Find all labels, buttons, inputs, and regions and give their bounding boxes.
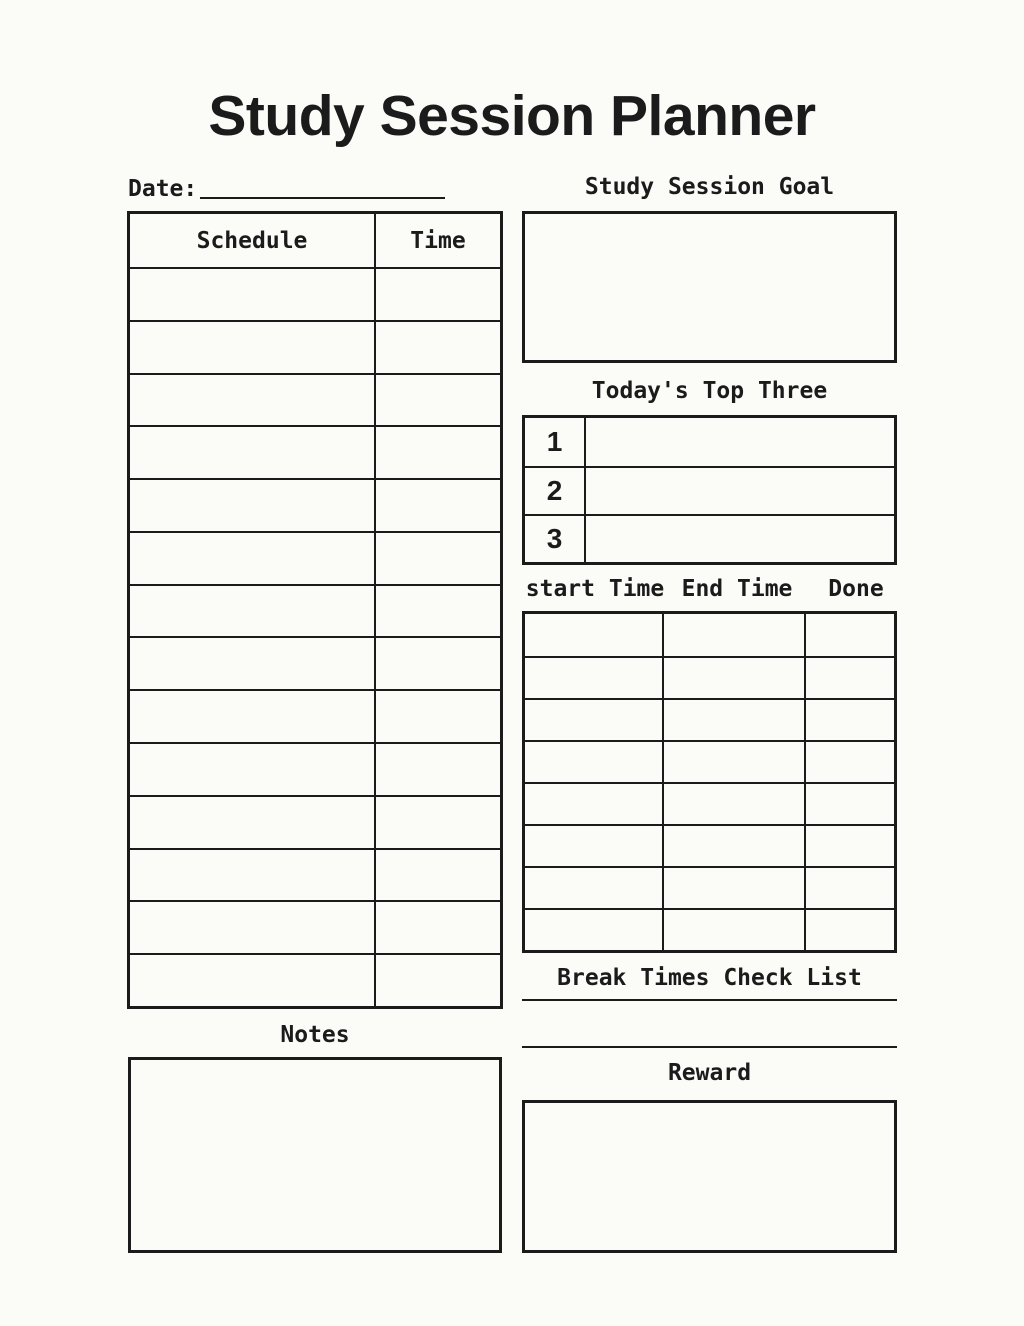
end-time-cell[interactable] [662, 908, 804, 950]
top-three-rank: 3 [525, 514, 584, 562]
study-session-goal-title: Study Session Goal [584, 174, 835, 200]
reward-box[interactable] [522, 1100, 897, 1253]
end-time-cell[interactable] [662, 698, 804, 740]
time-cell[interactable] [374, 795, 500, 848]
time-cell[interactable] [374, 531, 500, 584]
schedule-table [127, 211, 503, 1009]
top-three-rank: 1 [546, 426, 563, 457]
schedule-cell[interactable] [130, 531, 374, 584]
time-cell[interactable] [374, 953, 500, 1006]
time-cell[interactable] [374, 900, 500, 953]
schedule-cell[interactable] [130, 267, 374, 320]
schedule-cell[interactable] [130, 953, 374, 1006]
done-cell[interactable] [804, 908, 894, 950]
schedule-cell[interactable] [130, 636, 374, 689]
schedule-cell[interactable] [130, 795, 374, 848]
start-time-column-header: start Time [525, 576, 665, 602]
done-cell[interactable] [804, 866, 894, 908]
reward-title: Reward [667, 1060, 752, 1086]
break-time-line-1[interactable] [522, 999, 897, 1001]
start-time-cell[interactable] [525, 656, 662, 698]
start-time-cell[interactable] [525, 908, 662, 950]
start-time-cell[interactable] [525, 740, 662, 782]
done-cell[interactable] [804, 614, 894, 656]
top-three-task-cell[interactable] [584, 418, 894, 466]
study-session-goal-box[interactable] [522, 211, 897, 363]
time-cell[interactable] [374, 689, 500, 742]
start-time-cell[interactable] [525, 866, 662, 908]
schedule-column-header: Schedule [196, 227, 308, 254]
todays-top-three-title: Today's Top Three [591, 378, 828, 404]
start-time-cell[interactable] [525, 782, 662, 824]
schedule-cell[interactable] [130, 900, 374, 953]
end-time-cell[interactable] [662, 824, 804, 866]
break-times-title: Break Times Check List [557, 965, 862, 991]
done-cell[interactable] [804, 656, 894, 698]
start-time-cell[interactable] [525, 614, 662, 656]
schedule-cell[interactable] [130, 584, 374, 637]
done-cell[interactable] [804, 740, 894, 782]
schedule-cell[interactable] [130, 425, 374, 478]
time-cell[interactable] [374, 478, 500, 531]
page-title: Study Session Planner [208, 84, 816, 148]
done-column-header: Done [828, 576, 884, 602]
start-time-cell[interactable] [525, 698, 662, 740]
schedule-cell[interactable] [130, 478, 374, 531]
session-times-table [522, 611, 897, 953]
end-time-column-header: End Time [681, 576, 793, 602]
todays-top-three-table [522, 415, 897, 565]
schedule-cell[interactable] [130, 848, 374, 901]
end-time-cell[interactable] [662, 740, 804, 782]
time-cell[interactable] [374, 742, 500, 795]
done-cell[interactable] [804, 698, 894, 740]
break-time-line-2[interactable] [522, 1046, 897, 1048]
date-input-line[interactable] [200, 197, 445, 199]
schedule-cell[interactable] [130, 689, 374, 742]
time-column-header: Time [374, 214, 500, 267]
notes-box[interactable] [128, 1057, 502, 1253]
time-cell[interactable] [374, 584, 500, 637]
time-cell[interactable] [374, 848, 500, 901]
time-cell[interactable] [374, 373, 500, 426]
done-cell[interactable] [804, 824, 894, 866]
time-cell[interactable] [374, 636, 500, 689]
schedule-cell[interactable] [130, 373, 374, 426]
schedule-cell[interactable] [130, 742, 374, 795]
top-three-task-cell[interactable] [584, 514, 894, 562]
top-three-task-cell[interactable] [584, 466, 894, 514]
top-three-rank: 2 [525, 466, 584, 514]
time-cell[interactable] [374, 425, 500, 478]
date-label: Date: [128, 176, 198, 202]
end-time-cell[interactable] [662, 656, 804, 698]
time-cell[interactable] [374, 267, 500, 320]
notes-title: Notes [280, 1022, 350, 1048]
start-time-cell[interactable] [525, 824, 662, 866]
end-time-cell[interactable] [662, 782, 804, 824]
end-time-cell[interactable] [662, 614, 804, 656]
schedule-cell[interactable] [130, 320, 374, 373]
time-cell[interactable] [374, 320, 500, 373]
done-cell[interactable] [804, 782, 894, 824]
end-time-cell[interactable] [662, 866, 804, 908]
